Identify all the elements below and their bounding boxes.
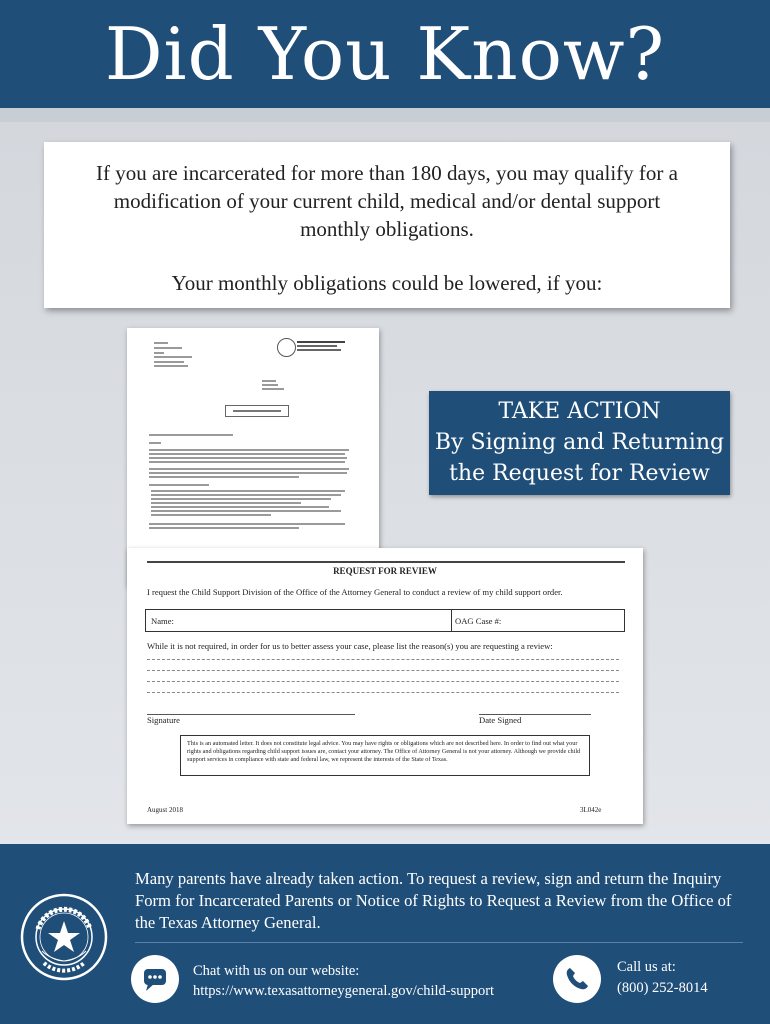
- callout-line-3: monthly obligations.: [300, 217, 474, 241]
- letter-verify-box: [225, 405, 289, 417]
- reasons-prompt: While it is not required, in order for us to better assess your case, please list the reason(s) you are requesting a review:: [147, 641, 553, 651]
- footer-divider: [135, 942, 743, 943]
- take-action-box: [429, 391, 730, 495]
- footer-message: Many parents have already taken action. To request a review, sign and return the Inquiry Form for Incarcerated Parents or Notice of Rights to Request a Review from the Office of the Texas Attorney General.: [135, 869, 732, 932]
- chat-label: Chat with us on our website:: [193, 963, 360, 979]
- call-label: Call us at:: [617, 959, 676, 975]
- phone-icon[interactable]: [553, 955, 601, 1003]
- page-title: Did You Know?: [104, 12, 666, 96]
- reason-line[interactable]: [147, 692, 619, 693]
- action-line-3: the Request for Review: [449, 461, 710, 486]
- phone-number[interactable]: (800) 252-8014: [617, 980, 708, 996]
- name-label: Name:: [151, 616, 174, 626]
- phone-info: [617, 957, 708, 999]
- form-top-rule: [147, 561, 625, 563]
- form-title: REQUEST FOR REVIEW: [333, 566, 437, 576]
- callout-line-2: modification of your current child, medical and/or dental support: [113, 189, 661, 213]
- info-callout: [44, 142, 730, 308]
- callout-line-4: Your monthly obligations could be lowered, if you:: [171, 271, 603, 295]
- reason-line[interactable]: [147, 659, 619, 660]
- action-line-2: By Signing and Returning: [434, 430, 725, 455]
- signature-label: Signature: [147, 715, 180, 725]
- callout-line-1: If you are incarcerated for more than 180 days, you may qualify for a: [96, 161, 678, 185]
- legal-notice-box: [180, 735, 590, 776]
- date-signed-label: Date Signed: [479, 715, 522, 725]
- reason-line[interactable]: [147, 681, 619, 682]
- case-number-label: OAG Case #:: [455, 616, 502, 626]
- chat-bubble-icon[interactable]: [131, 955, 179, 1003]
- chat-info: [193, 961, 494, 1001]
- name-field[interactable]: [145, 609, 625, 632]
- website-link[interactable]: https://www.texasattorneygeneral.gov/child-support: [193, 983, 495, 999]
- letter-seal-icon: [277, 338, 296, 357]
- reason-line[interactable]: [147, 670, 619, 671]
- attorney-general-seal-icon: [20, 893, 108, 981]
- action-line-1: TAKE ACTION: [498, 399, 661, 424]
- form-intro: I request the Child Support Division of the Office of the Attorney General to conduct a review of my child support order.: [147, 587, 563, 597]
- letter-logo: [297, 340, 345, 351]
- legal-notice-text: This is an automated letter. It does not constitute legal advice. You may have rights or obligations which are not described here. In order to find out what your rights and obligations regarding child support issues are, contact your attorney. The Office of Attorney General is not your attorney. Although we provide child support services in compliance with state and federal law, we represent the interests of the State of Texas.: [187, 740, 581, 763]
- header-divider: [0, 108, 770, 122]
- form-date: August 2018: [147, 806, 183, 814]
- form-number: 3L042e: [580, 806, 602, 814]
- name-field-divider: [451, 609, 452, 631]
